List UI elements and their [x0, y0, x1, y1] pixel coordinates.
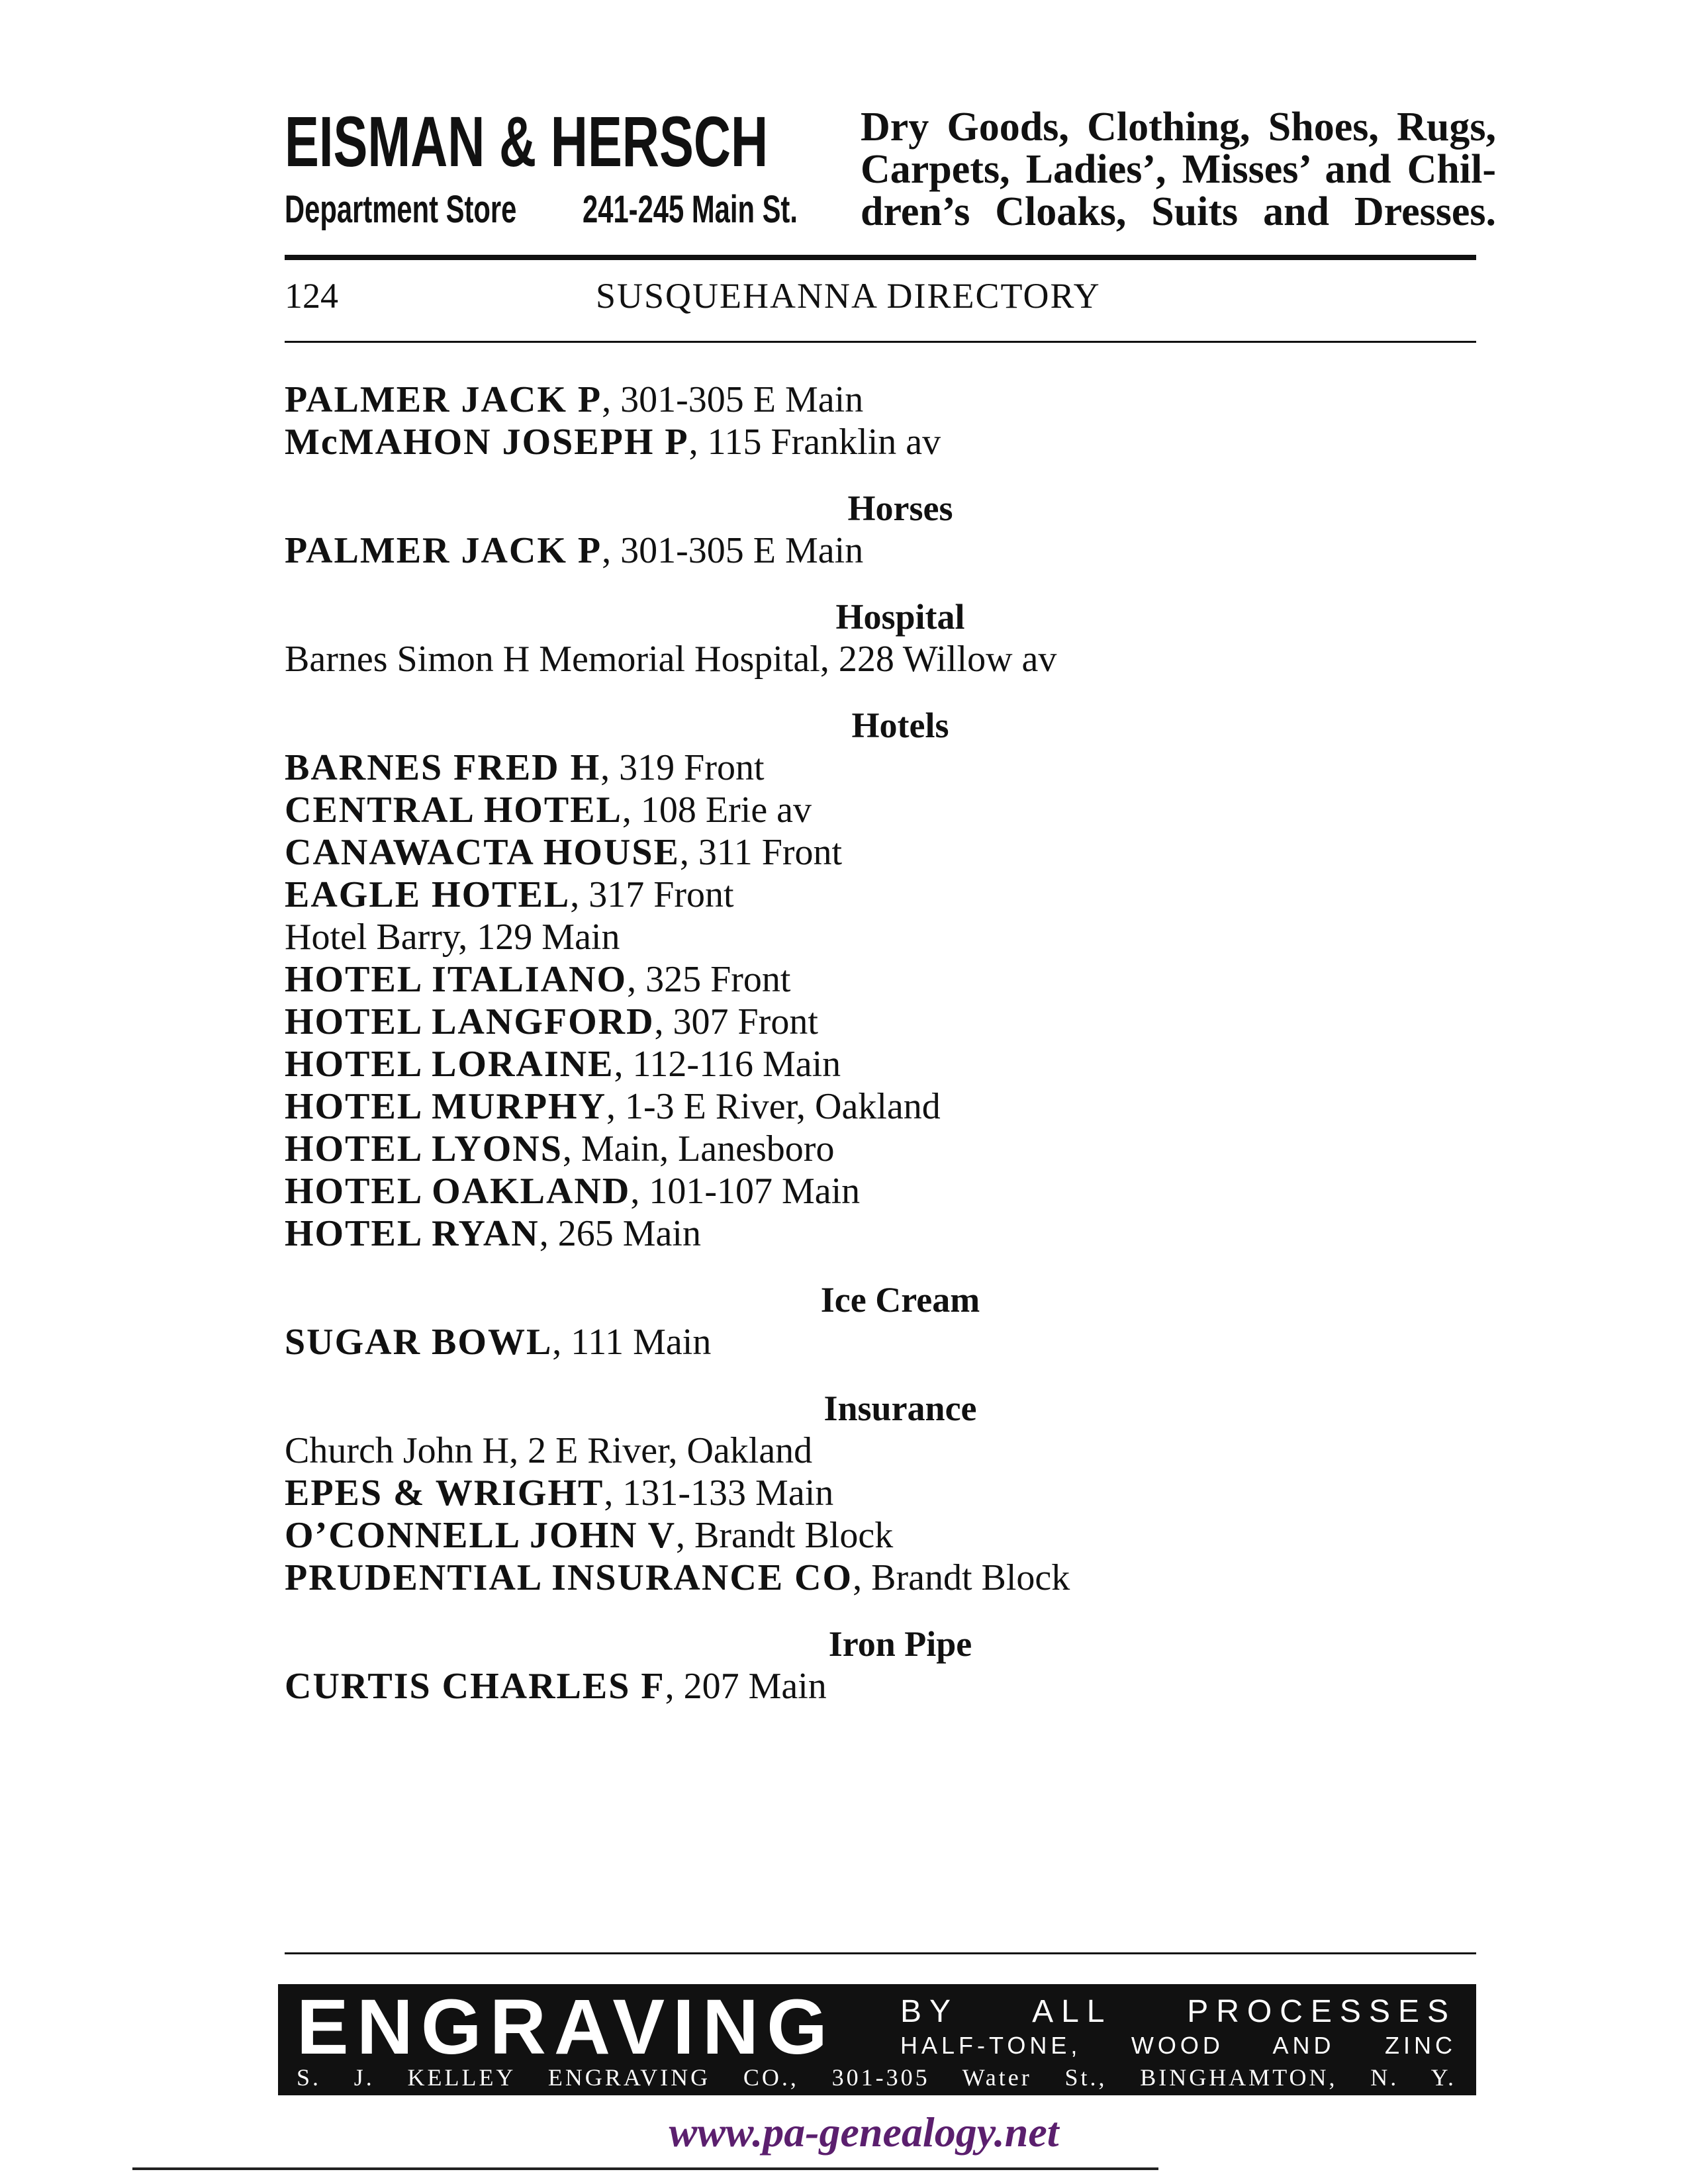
entry-address: , 108 Erie av — [622, 790, 812, 831]
entry-name: HOTEL LORAINE — [285, 1044, 614, 1085]
entry-name: Hotel Barry — [285, 917, 459, 958]
entry-name: HOTEL ITALIANO — [285, 959, 628, 1000]
engraving-title: ENGRAVING — [297, 1983, 835, 2071]
entry-name: McMAHON JOSEPH P — [285, 422, 689, 463]
directory-entry — [285, 1321, 1476, 1363]
ad-goods-description — [861, 106, 1496, 233]
entry-name: EPES & WRIGHT — [285, 1473, 604, 1514]
entry-name: EAGLE HOTEL — [285, 874, 571, 915]
category-heading-ice-cream: Ice Cream — [820, 1280, 980, 1320]
page-title: SUSQUEHANNA DIRECTORY — [596, 276, 1101, 316]
directory-entry — [285, 1170, 1476, 1212]
entry-address: , Brandt Block — [853, 1557, 1070, 1598]
ad-goods-line: dren’s Cloaks, Suits and Dresses. — [861, 189, 1496, 234]
directory-entry — [285, 874, 1476, 916]
engraving-advertisement — [278, 1984, 1476, 2095]
entry-name: Barnes Simon H Memorial Hospital — [285, 639, 820, 680]
ad-store-address: 241-245 Main St. — [583, 188, 798, 231]
website-link[interactable]: www.pa-genealogy.net — [669, 2109, 1059, 2156]
entry-address: , 115 Franklin av — [688, 422, 941, 463]
directory-entry — [285, 1001, 1476, 1043]
ad-goods-line: Carpets, Ladies’, Misses’ and Chil- — [861, 147, 1496, 192]
entry-address: , 101-107 Main — [630, 1171, 861, 1212]
directory-entry — [285, 958, 1476, 1001]
directory-entry — [285, 1557, 1476, 1599]
entry-name: HOTEL OAKLAND — [285, 1171, 631, 1212]
entry-name: CANAWACTA HOUSE — [285, 832, 680, 873]
footer-divider — [285, 1952, 1476, 1954]
directory-entry — [285, 1430, 1476, 1472]
hospital-entries — [285, 638, 1476, 680]
scan-edge-line — [132, 2167, 1158, 2170]
category-heading-insurance: Insurance — [823, 1388, 977, 1428]
entry-name: Church John H — [285, 1430, 510, 1471]
entry-name: PRUDENTIAL INSURANCE CO — [285, 1557, 853, 1598]
entry-address: , 325 Front — [627, 959, 791, 1000]
directory-entry — [285, 747, 1476, 789]
entry-address: , 228 Willow av — [820, 639, 1057, 680]
directory-entry — [285, 916, 1476, 958]
directory-entry — [285, 529, 1476, 572]
category-heading-hotels: Hotels — [851, 705, 949, 745]
entry-address: , 307 Front — [654, 1001, 818, 1042]
ad-goods-line: Dry Goods, Clothing, Shoes, Rugs, — [861, 105, 1496, 150]
hotels-entries — [285, 747, 1476, 1255]
entry-address: , 131-133 Main — [604, 1473, 834, 1514]
directory-entry — [285, 1212, 1476, 1255]
entry-address: , Main, Lanesboro — [562, 1128, 835, 1169]
entry-address: , 265 Main — [539, 1213, 701, 1254]
entry-name: PALMER JACK P — [285, 530, 602, 571]
category-heading-iron-pipe: Iron Pipe — [828, 1624, 972, 1664]
directory-entry — [285, 789, 1476, 831]
entry-address: , 2 E River, Oakland — [509, 1430, 813, 1471]
category-heading-hospital: Hospital — [835, 597, 965, 637]
entry-name: HOTEL LANGFORD — [285, 1001, 655, 1042]
directory-entry — [285, 1665, 1476, 1707]
insurance-entries — [285, 1430, 1476, 1599]
directory-entry — [285, 421, 1476, 463]
directory-entry — [285, 831, 1476, 874]
entry-address: , 311 Front — [679, 832, 843, 873]
entry-name: HOTEL LYONS — [285, 1128, 563, 1169]
entry-address: , 112-116 Main — [614, 1044, 841, 1085]
entry-name: BARNES FRED H — [285, 747, 601, 788]
engraving-company: S. J. KELLEY ENGRAVING CO., 301-305 Water St., BINGHAMTON, N. Y. — [297, 2064, 1456, 2091]
entry-address: , 301-305 E Main — [602, 379, 864, 420]
entry-address: , 301-305 E Main — [602, 530, 864, 571]
entry-name: HOTEL RYAN — [285, 1213, 539, 1254]
entry-name: SUGAR BOWL — [285, 1322, 553, 1363]
directory-entry — [285, 638, 1476, 680]
entry-address: , 1-3 E River, Oakland — [606, 1086, 941, 1127]
category-heading-horses: Horses — [847, 488, 953, 528]
ad-store-name: EISMAN & HERSCH — [285, 101, 769, 181]
header-divider-thick — [285, 255, 1476, 260]
ad-department-store: Department Store — [285, 188, 517, 231]
entry-address: , 319 Front — [600, 747, 765, 788]
directory-entry — [285, 1514, 1476, 1557]
directory-entry — [285, 379, 1476, 421]
entry-name: HOTEL MURPHY — [285, 1086, 607, 1127]
ice-cream-entries — [285, 1321, 1476, 1363]
top-advertisement — [285, 101, 1496, 258]
directory-entry — [285, 1128, 1476, 1170]
entry-address: , 207 Main — [665, 1666, 827, 1707]
engraving-methods: HALF-TONE, WOOD AND ZINC — [900, 2032, 1456, 2059]
entry-name: CURTIS CHARLES F — [285, 1666, 665, 1707]
directory-entry — [285, 1085, 1476, 1128]
iron-pipe-entries — [285, 1665, 1476, 1707]
horses-entries — [285, 529, 1476, 572]
intro-entries — [285, 379, 1476, 463]
entry-address: , 111 Main — [552, 1322, 712, 1363]
entry-name: O’CONNELL JOHN V — [285, 1515, 677, 1556]
directory-entry — [285, 1472, 1476, 1514]
header-divider-thin — [285, 341, 1476, 343]
engraving-processes: BY ALL PROCESSES — [900, 1994, 1456, 2029]
directory-entry — [285, 1043, 1476, 1085]
directory-content — [285, 379, 1476, 1707]
entry-address: , 129 Main — [458, 917, 620, 958]
entry-name: PALMER JACK P — [285, 379, 602, 420]
page-number: 124 — [285, 276, 338, 316]
entry-address: , Brandt Block — [676, 1515, 894, 1556]
entry-address: , 317 Front — [570, 874, 734, 915]
entry-name: CENTRAL HOTEL — [285, 790, 622, 831]
